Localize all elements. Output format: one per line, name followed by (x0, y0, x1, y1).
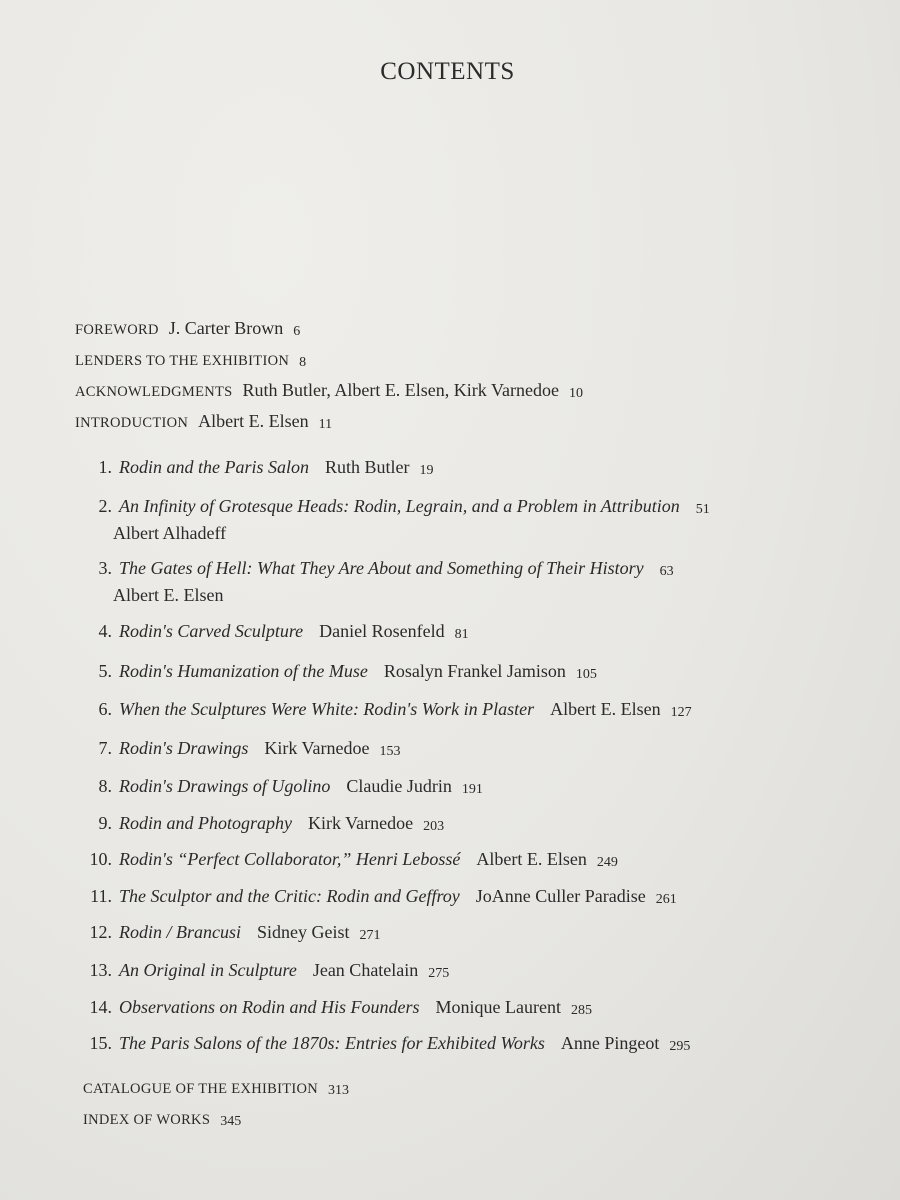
entry-author: Ruth Butler, Albert E. Elsen, Kirk Varnedoe (242, 380, 559, 400)
chapter-author: Rosalyn Frankel Jamison (383, 661, 566, 681)
chapter-page-number: 51 (695, 502, 710, 517)
chapter-page-number: 19 (419, 463, 434, 478)
entry-author: J. Carter Brown (168, 318, 284, 338)
chapter-title: Rodin's Carved Sculpture (119, 621, 304, 641)
chapter-page-number: 275 (428, 966, 450, 981)
chapter-page-number: 271 (359, 928, 381, 943)
chapter-page-number: 285 (570, 1003, 592, 1018)
chapter-entry (82, 774, 483, 801)
chapter-title: Observations on Rodin and His Founders (119, 997, 420, 1017)
chapter-title: Rodin's Drawings of Ugolino (119, 776, 331, 796)
entry-label: CATALOGUE OF THE EXHIBITION (83, 1081, 319, 1097)
chapter-page-number: 191 (461, 782, 483, 797)
chapter-entry (82, 556, 674, 607)
chapter-page-number: 63 (659, 564, 674, 579)
chapter-page-number: 105 (575, 667, 597, 682)
chapter-entry (82, 736, 401, 763)
entry-label: LENDERS TO THE EXHIBITION (75, 353, 290, 369)
chapter-number: 5. (98, 661, 112, 681)
chapter-page-number: 249 (596, 855, 618, 870)
toc-entry-foreword (75, 313, 583, 344)
chapter-entry (82, 884, 677, 911)
toc-entry-lenders (75, 344, 583, 375)
toc-entry-index (83, 1104, 349, 1135)
chapter-title: An Infinity of Grotesque Heads: Rodin, Legrain, and a Problem in Attribution (119, 496, 680, 516)
chapter-entry (82, 811, 444, 838)
entry-page-number: 6 (293, 324, 301, 339)
chapter-title: The Gates of Hell: What They Are About and Something of Their History (119, 558, 644, 578)
chapter-page-number: 295 (669, 1039, 691, 1054)
chapter-number: 7. (98, 738, 112, 758)
chapter-number: 12. (89, 922, 112, 942)
chapter-entry (82, 920, 381, 947)
chapter-page-number: 261 (655, 892, 677, 907)
chapter-page-number: 203 (423, 819, 445, 834)
entry-page-number: 313 (328, 1083, 350, 1098)
chapter-entry (82, 1031, 690, 1058)
chapter-number: 11. (90, 886, 112, 906)
chapter-number: 9. (98, 813, 112, 833)
chapter-title: Rodin's “Perfect Collaborator,” Henri Lebossé (119, 849, 461, 869)
entry-page-number: 345 (220, 1114, 242, 1129)
chapter-number: 14. (89, 997, 112, 1017)
entry-label: INTRODUCTION (75, 415, 189, 431)
chapter-title: Rodin's Humanization of the Muse (119, 661, 368, 681)
chapter-number: 13. (89, 960, 112, 980)
chapter-title: Rodin and the Paris Salon (119, 457, 309, 477)
chapter-title: An Original in Sculpture (119, 960, 297, 980)
chapter-entry (82, 455, 434, 482)
chapter-title: Rodin / Brancusi (119, 922, 241, 942)
entry-page-number: 8 (299, 355, 307, 370)
chapter-entry (82, 995, 592, 1022)
entry-label: FOREWORD (75, 322, 159, 338)
chapter-number: 3. (98, 558, 112, 578)
chapter-author: Jean Chatelain (312, 960, 419, 980)
chapter-entry (82, 619, 469, 646)
chapter-number: 6. (98, 699, 112, 719)
toc-entry-catalogue (83, 1073, 349, 1104)
chapter-page-number: 81 (454, 627, 469, 642)
chapter-entry (82, 494, 710, 545)
chapter-author: Anne Pingeot (560, 1033, 660, 1053)
back-matter-list (83, 1073, 349, 1135)
chapter-entry (82, 659, 597, 686)
entry-page-number: 10 (568, 386, 583, 401)
chapter-author: JoAnne Culler Paradise (475, 886, 646, 906)
chapter-number: 15. (89, 1033, 112, 1053)
chapter-title: The Sculptor and the Critic: Rodin and Geffroy (119, 886, 460, 906)
chapter-author: Ruth Butler (325, 457, 410, 477)
chapter-author: Monique Laurent (435, 997, 561, 1017)
chapter-author: Sidney Geist (257, 922, 350, 942)
chapter-number: 10. (89, 849, 112, 869)
chapter-author: Albert E. Elsen (550, 699, 661, 719)
chapter-author: Daniel Rosenfeld (319, 621, 445, 641)
chapter-author: Claudie Judrin (346, 776, 452, 796)
chapter-author: Kirk Varnedoe (264, 738, 370, 758)
chapter-title: The Paris Salons of the 1870s: Entries for Exhibited Works (119, 1033, 545, 1053)
chapter-title: Rodin's Drawings (119, 738, 249, 758)
chapter-number: 2. (98, 496, 112, 516)
entry-author: Albert E. Elsen (198, 411, 309, 431)
chapter-author: Albert E. Elsen (476, 849, 587, 869)
toc-entry-acknowledgments (75, 375, 583, 406)
chapter-number: 4. (98, 621, 112, 641)
chapter-entry (82, 958, 449, 985)
chapter-title: Rodin and Photography (119, 813, 292, 833)
chapter-author: Albert Alhadeff (113, 523, 227, 543)
chapter-page-number: 127 (670, 705, 692, 720)
chapter-author: Kirk Varnedoe (308, 813, 414, 833)
chapter-entry (82, 847, 618, 874)
chapter-entry (82, 697, 692, 724)
toc-entry-introduction (75, 406, 583, 437)
chapter-number: 8. (98, 776, 112, 796)
front-matter-list (75, 313, 583, 437)
entry-label: INDEX OF WORKS (83, 1112, 211, 1128)
page-title: CONTENTS (380, 58, 515, 85)
entry-label: ACKNOWLEDGMENTS (75, 384, 233, 400)
chapter-page-number: 153 (379, 744, 401, 759)
chapter-title: When the Sculptures Were White: Rodin's Work in Plaster (119, 699, 535, 719)
chapter-number: 1. (98, 457, 112, 477)
chapter-author: Albert E. Elsen (113, 585, 224, 605)
entry-page-number: 11 (318, 417, 333, 432)
